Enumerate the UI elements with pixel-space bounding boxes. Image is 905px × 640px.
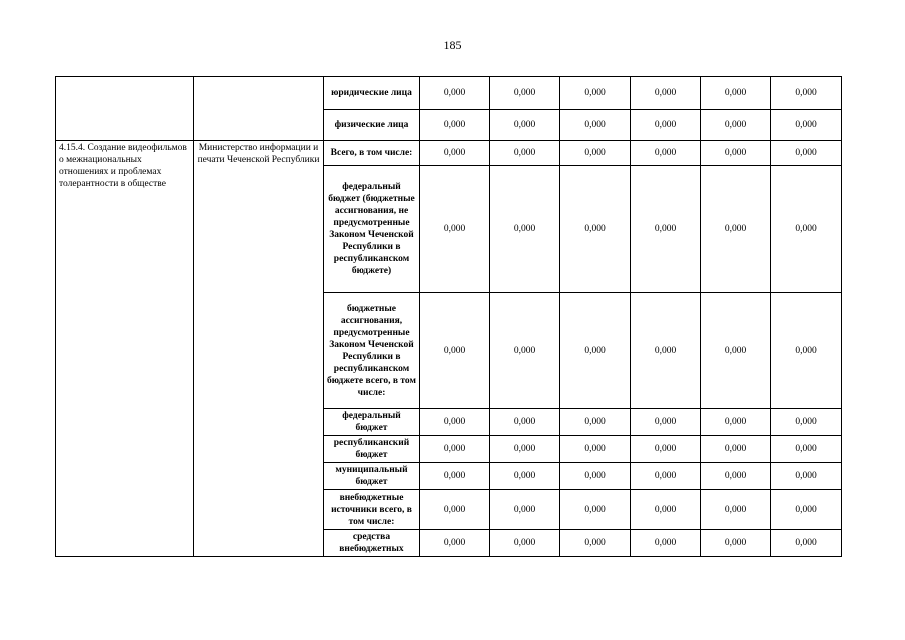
value-cell: 0,000: [631, 530, 701, 557]
funding-source-cell: юридические лица: [324, 77, 420, 110]
value-cell: 0,000: [771, 293, 842, 409]
value-cell: 0,000: [420, 463, 490, 490]
executor-cell: [194, 77, 324, 141]
value-cell: 0,000: [701, 490, 771, 530]
value-cell: 0,000: [420, 530, 490, 557]
funding-source-cell: внебюджетные источники всего, в том числе:: [324, 490, 420, 530]
value-cell: 0,000: [420, 110, 490, 141]
value-cell: 0,000: [701, 166, 771, 293]
value-cell: 0,000: [560, 110, 631, 141]
value-cell: 0,000: [771, 490, 842, 530]
value-cell: 0,000: [560, 409, 631, 436]
table-row: [56, 141, 842, 166]
table-row: [56, 77, 842, 110]
value-cell: 0,000: [420, 77, 490, 110]
value-cell: 0,000: [631, 77, 701, 110]
value-cell: 0,000: [771, 436, 842, 463]
value-cell: 0,000: [771, 409, 842, 436]
value-cell: 0,000: [490, 463, 560, 490]
value-cell: 0,000: [490, 166, 560, 293]
value-cell: 0,000: [771, 77, 842, 110]
value-cell: 0,000: [560, 436, 631, 463]
value-cell: 0,000: [490, 530, 560, 557]
value-cell: 0,000: [560, 141, 631, 166]
value-cell: 0,000: [631, 490, 701, 530]
value-cell: 0,000: [631, 110, 701, 141]
value-cell: 0,000: [771, 166, 842, 293]
value-cell: 0,000: [631, 409, 701, 436]
executor-cell: Министерство информации и печати Чеченской Республики: [194, 141, 324, 557]
measure-title-cell: 4.15.4. Создание видеофильмов о межнациональных отношениях и проблемах толерантности в обществе: [56, 141, 194, 557]
value-cell: 0,000: [701, 110, 771, 141]
value-cell: 0,000: [631, 166, 701, 293]
value-cell: 0,000: [631, 463, 701, 490]
value-cell: 0,000: [701, 141, 771, 166]
value-cell: 0,000: [771, 141, 842, 166]
value-cell: 0,000: [771, 530, 842, 557]
value-cell: 0,000: [490, 409, 560, 436]
value-cell: 0,000: [560, 77, 631, 110]
funding-source-cell: бюджетные ассигнования, предусмотренные Законом Чеченской Республики в республиканском бюджете всего, в том числе:: [324, 293, 420, 409]
value-cell: 0,000: [560, 463, 631, 490]
value-cell: 0,000: [701, 436, 771, 463]
value-cell: 0,000: [771, 463, 842, 490]
value-cell: 0,000: [701, 409, 771, 436]
funding-source-cell: федеральный бюджет: [324, 409, 420, 436]
value-cell: 0,000: [701, 77, 771, 110]
value-cell: 0,000: [560, 293, 631, 409]
funding-source-cell: физические лица: [324, 110, 420, 141]
value-cell: 0,000: [701, 463, 771, 490]
value-cell: 0,000: [420, 436, 490, 463]
table-body: [56, 77, 842, 557]
funding-source-cell: муниципальный бюджет: [324, 463, 420, 490]
measure-number-cell: [56, 77, 194, 141]
funding-source-cell: средства внебюджетных: [324, 530, 420, 557]
value-cell: 0,000: [490, 490, 560, 530]
funding-source-cell: республиканский бюджет: [324, 436, 420, 463]
value-cell: 0,000: [560, 490, 631, 530]
value-cell: 0,000: [490, 293, 560, 409]
value-cell: 0,000: [420, 490, 490, 530]
funding-source-cell: Всего, в том числе:: [324, 141, 420, 166]
value-cell: 0,000: [420, 293, 490, 409]
value-cell: 0,000: [490, 436, 560, 463]
page-number: 185: [443, 38, 462, 52]
value-cell: 0,000: [631, 141, 701, 166]
value-cell: 0,000: [490, 77, 560, 110]
value-cell: 0,000: [490, 141, 560, 166]
value-cell: 0,000: [560, 166, 631, 293]
value-cell: 0,000: [420, 141, 490, 166]
budget-table: [55, 76, 842, 557]
value-cell: 0,000: [420, 166, 490, 293]
value-cell: 0,000: [560, 530, 631, 557]
funding-source-cell: федеральный бюджет (бюджетные ассигнования, не предусмотренные Законом Чеченской Республики в республиканском бюджете): [324, 166, 420, 293]
value-cell: 0,000: [701, 530, 771, 557]
value-cell: 0,000: [701, 293, 771, 409]
value-cell: 0,000: [631, 293, 701, 409]
value-cell: 0,000: [420, 409, 490, 436]
value-cell: 0,000: [771, 110, 842, 141]
value-cell: 0,000: [631, 436, 701, 463]
value-cell: 0,000: [490, 110, 560, 141]
